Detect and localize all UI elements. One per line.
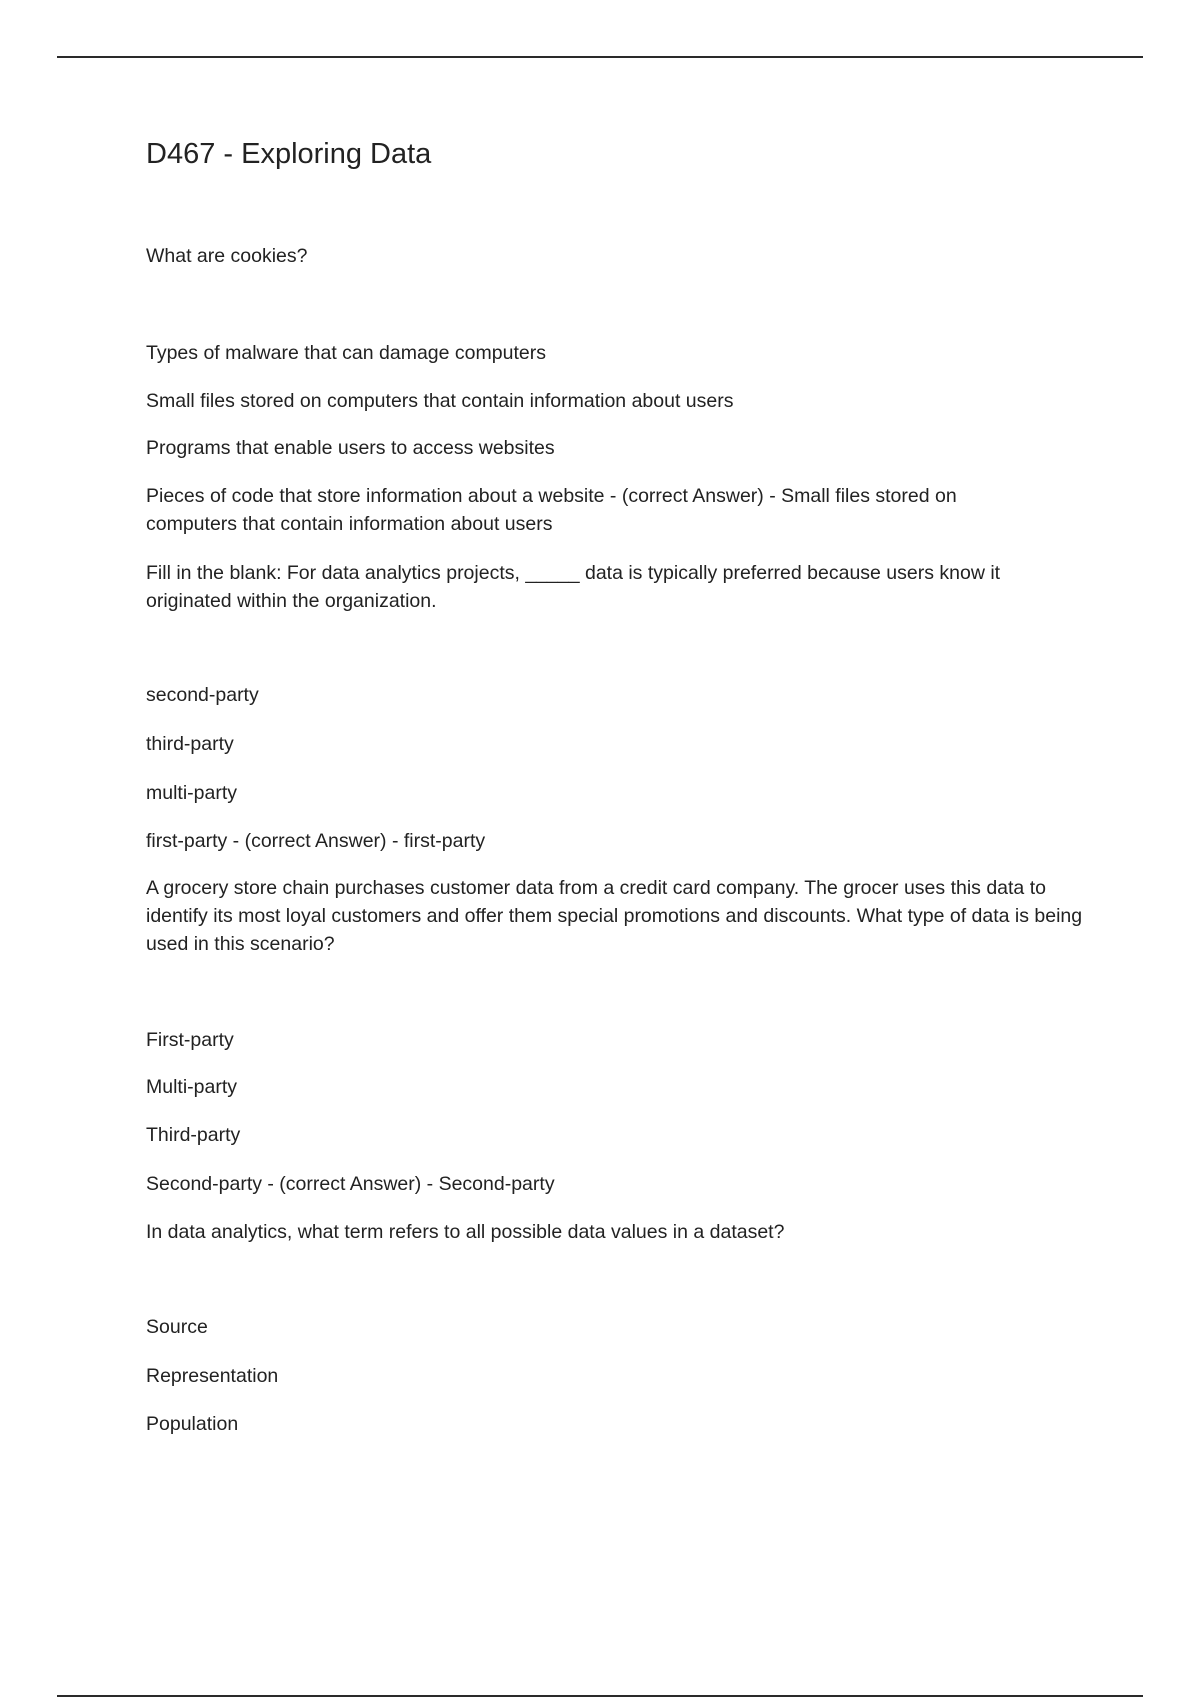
answer-option: second-party bbox=[146, 684, 259, 706]
answer-option-correct: Pieces of code that store information about a website - (correct Answer) - Small files stored on computers that contain information about users bbox=[146, 485, 957, 535]
answer-option: Third-party bbox=[146, 1124, 241, 1146]
answer-option: Source bbox=[146, 1316, 208, 1338]
answer-option: Representation bbox=[146, 1365, 279, 1387]
answer-option: Multi-party bbox=[146, 1076, 238, 1098]
question-prompt: Fill in the blank: For data analytics projects, _____ data is typically preferred because users know it originated within the organization. bbox=[146, 562, 1001, 612]
top-rule bbox=[57, 56, 1143, 58]
answer-option: Small files stored on computers that contain information about users bbox=[146, 390, 734, 412]
answer-option: Types of malware that can damage computers bbox=[146, 342, 546, 364]
answer-option-correct: first-party - (correct Answer) - first-party bbox=[146, 830, 486, 852]
bottom-rule bbox=[57, 1695, 1143, 1697]
answer-option: multi-party bbox=[146, 782, 238, 804]
answer-option-correct: Second-party - (correct Answer) - Second-party bbox=[146, 1173, 555, 1195]
page-title: D467 - Exploring Data bbox=[146, 138, 432, 170]
answer-option: Population bbox=[146, 1413, 239, 1435]
answer-option: third-party bbox=[146, 733, 234, 755]
question-prompt: In data analytics, what term refers to all possible data values in a dataset? bbox=[146, 1221, 785, 1243]
answer-option: Programs that enable users to access websites bbox=[146, 437, 555, 459]
answer-option: First-party bbox=[146, 1029, 234, 1051]
question-prompt: What are cookies? bbox=[146, 245, 308, 267]
question-prompt: A grocery store chain purchases customer data from a credit card company. The grocer uses this data to identify its most loyal customers and offer them special promotions and discounts. What type of data is being used in this scenario? bbox=[146, 877, 1083, 955]
